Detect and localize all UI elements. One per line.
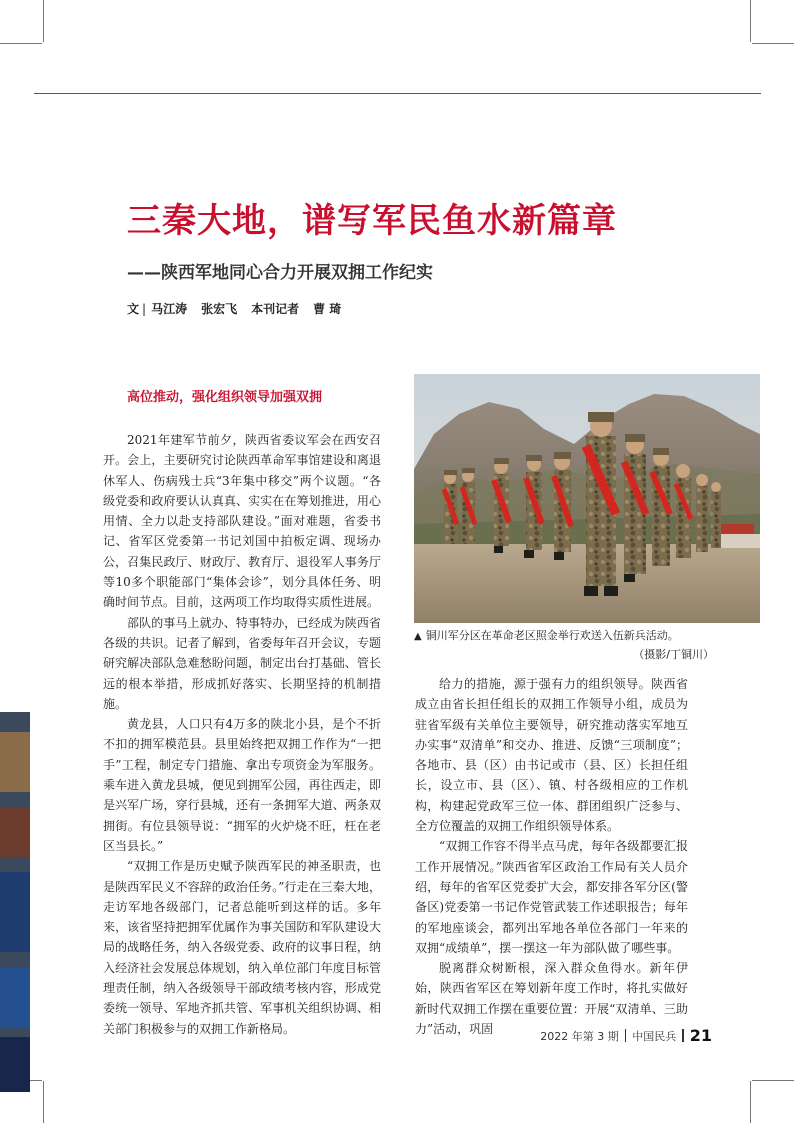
page-footer [540,1026,712,1045]
body-paragraph: “双拥工作容不得半点马虎，每年各级都要汇报工作开展情况。”陕西省军区政治工作局有关人员介绍，每年的省军区党委扩大会，都安排各军分区(警备区)党委第一书记作党管武装工作述职报告；每年的军地座谈会，都列出军地各单位各部门一年来的双拥“成绩单”，摆一摆这一年为部队做了哪些事。 [415,839,688,955]
photo-caption [414,627,714,664]
crop-mark [750,1081,751,1123]
body-paragraph: 部队的事马上就办、特事特办，已经成为陕西省各级的共识。记者了解到，省委每年召开会议，专题研究解决部队急难愁盼问题，制定出台打基础、管长远的根本举措，形成抓好落实、长期坚持的机制措施。 [103,615,381,711]
body-paragraph: 2021年建军节前夕，陕西省委议军会在西安召开。会上，主要研究讨论陕西革命军事馆建设和离退休军人、伤病残士兵“3年集中移交”两个议题。“各级党委和政府要认认真真、实实在在筹划推进，用心用情、全力以赴支持部队建设。”面对难题，省委书记、省军区党委第一书记刘国中拍板定调、现场办公，召集民政厅、财政厅、教育厅、退役军人事务厅等10多个职能部门“集体会诊”，划分具体任务、明确时间节点。目前，这两项工作均取得实质性进展。 [103,433,381,610]
caption-marker: ▲ [414,631,422,642]
header-rule [34,93,761,94]
byline-label: 文 [127,302,140,316]
footer-divider [682,1029,684,1042]
body-paragraph: “双拥工作是历史赋予陕西军民的神圣职责，也是陕西军民义不容辞的政治任务。”行走在三秦大地，走访军地各级部门，记者总能听到这样的话。多年来，该省坚持把拥军优属作为事关国防和军队建设大局的战略任务，纳入各级党委、政府的议事日程，纳入经济社会发展总体规划，纳入单位部门年度目标管理责任制，纳入各级领导干部政绩考核内容，形成党委统一领导、军地齐抓共管、军事机关组织协调、相关部门积极参与的双拥工作新格局。 [103,859,381,1036]
body-paragraph: 脱离群众树断根，深入群众鱼得水。新年伊始，陕西省军区在筹划新年度工作时，将扎实做好新时代双拥工作摆在重要位置：开展“双清单、三助力”活动，巩固 [415,961,688,1037]
author-name: 曹 琦 [313,302,342,316]
right-column [415,674,688,1039]
adjacent-page-edge [0,712,30,1092]
article-subtitle: ——陕西军地同心合力开展双拥工作纪实 [127,263,433,283]
author-name: 马江涛 [151,302,188,316]
crop-mark [750,0,751,42]
crop-mark [43,1081,44,1123]
byline-separator: | [142,302,147,316]
caption-text: 铜川军分区在革命老区照金举行欢送入伍新兵活动。 [425,629,679,642]
author-role: 本刊记者 [251,302,300,316]
issue-label: 2022 年第 3 期 [540,1030,619,1043]
page-number: 21 [689,1026,712,1045]
crop-mark [752,1080,794,1081]
left-column [103,430,381,1039]
crop-mark [0,43,42,44]
crop-mark [752,43,794,44]
magazine-name: 中国民兵 [632,1030,677,1043]
article-photo [414,374,760,623]
article-title: 三秦大地，谱写军民鱼水新篇章 [127,201,617,241]
footer-divider [625,1029,627,1042]
author-name: 张宏飞 [201,302,238,316]
body-paragraph: 给力的措施，源于强有力的组织领导。陕西省成立由省长担任组长的双拥工作领导小组，成员为驻省军级有关单位主要领导，研究推动落实军地互办实事“双清单”和交办、推进、反馈“三项制度”；各地市、县（区）由书记或市（县、区）长担任组长，设立市、县（区）、镇、村各级相应的工作机构，构建起党政军三位一体、群团组织广泛参与、全方位覆盖的双拥工作组织领导体系。 [415,677,688,834]
crop-mark [43,0,44,42]
soldiers-photo-illustration [414,374,760,623]
section-heading: 高位推动，强化组织领导加强双拥 [127,390,323,405]
byline [127,300,355,317]
body-paragraph: 黄龙县，人口只有4万多的陕北小县，是个不折不扣的拥军模范县。县里始终把双拥工作作为“一把手”工程，制定专门措施、拿出专项资金为军服务。乘车进入黄龙县城，便见到拥军公园，再往西走，即是兴军广场，穿行县城，还有一条拥军大道、两条双拥街。有位县领导说：“拥军的火炉烧不旺，枉在老区当县长。” [103,717,381,853]
photo-credit: （摄影/丁铜川） [633,648,714,661]
